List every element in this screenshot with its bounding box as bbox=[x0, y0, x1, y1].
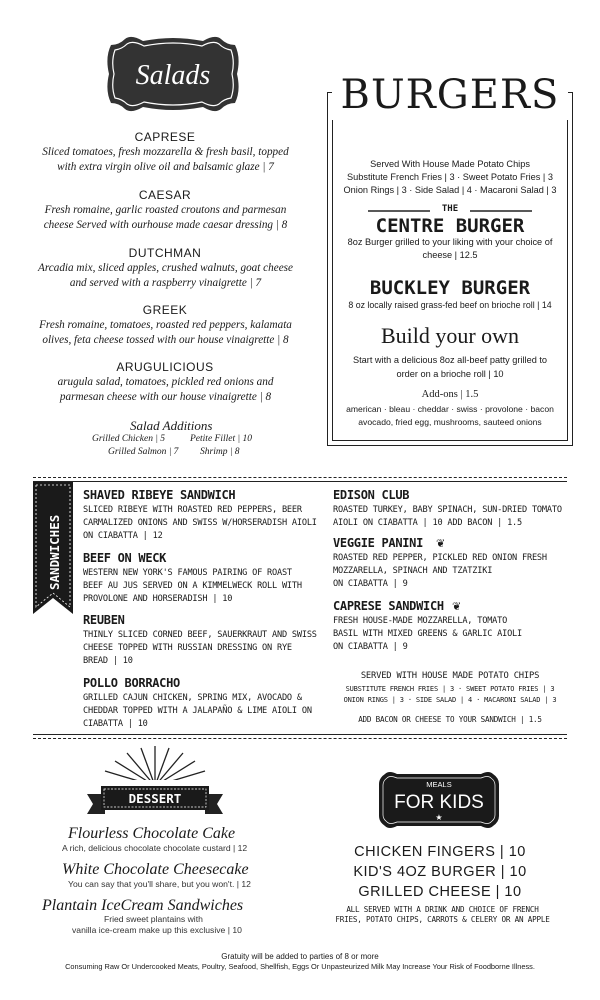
gratuity-note: Gratuity will be added to parties of 8 or more bbox=[221, 952, 379, 961]
divider bbox=[33, 477, 567, 478]
addons-title: Add-ons | 1.5 bbox=[421, 389, 479, 400]
divider bbox=[33, 738, 567, 739]
sandwich-served-note: SERVED WITH HOUSE MADE POTATO CHIPS bbox=[360, 671, 540, 681]
kids-item: KID'S 4OZ BURGER | 10 bbox=[353, 864, 527, 880]
dessert-desc: A rich, delicious chocolate chocolate custard | 12 bbox=[62, 843, 248, 853]
sandwich-desc: FRESH HOUSE-MADE MOZZARELLA, TOMATO bbox=[333, 616, 508, 626]
sandwich-desc: CHEDDAR TOPPED WITH A JALAPAÑO & LIME AIOLI ON bbox=[83, 706, 312, 716]
kids-note: ALL SERVED WITH A DRINK AND CHOICE OF FRENCH bbox=[346, 905, 539, 914]
dessert-desc: You can say that you'll share, but you won't. | 12 bbox=[68, 879, 251, 889]
salad-desc: with extra virgin olive oil and balsamic glaze | 7 bbox=[57, 161, 274, 173]
health-warning: Consuming Raw Or Undercooked Meats, Poultry, Seafood, Shellfish, Eggs Or Unpasteurized Milk May Increase Your Risk of Foodborne Illness. bbox=[65, 962, 535, 971]
divider bbox=[33, 734, 567, 735]
sandwiches-banner-label: SANDWICHES bbox=[47, 514, 62, 590]
salad-desc: Fresh romaine, tomatoes, roasted red peppers, kalamata bbox=[39, 319, 292, 331]
build-your-own-name: Build your own bbox=[380, 323, 520, 348]
sandwich-desc: PROVOLONE AND HORSERADISH | 10 bbox=[83, 594, 233, 604]
sandwiches-banner bbox=[33, 482, 73, 614]
kids-item: GRILLED CHEESE | 10 bbox=[358, 884, 522, 900]
salad-desc: cheese Served with ourhouse made caesar dressing | 8 bbox=[43, 219, 288, 231]
dessert-title: DESSERT bbox=[128, 791, 182, 806]
sandwich-name: REUBEN bbox=[83, 613, 125, 627]
sandwich-desc: BEEF AU JUS SERVED ON A KIMMELWECK ROLL WITH bbox=[83, 581, 302, 591]
sandwich-desc: ON CIABATTA | 9 bbox=[333, 642, 408, 652]
salad-desc: Arcadia mix, sliced apples, crushed walnuts, goat cheese bbox=[38, 262, 293, 274]
salad-desc: olives, feta cheese tossed with our house vinaigrette | 8 bbox=[42, 334, 289, 346]
sandwich-desc: ON CIABATTA | 9 bbox=[333, 579, 408, 589]
sandwich-desc: ON CIABATTA | 12 bbox=[83, 531, 163, 541]
salads-title: Salads bbox=[135, 60, 211, 91]
sandwich-desc: BASIL WITH MIXED GREENS & GARLIC AIOLI bbox=[333, 629, 523, 639]
salad-additions-title: Salad Additions bbox=[130, 418, 213, 433]
addition-item: Grilled Salmon | 7 bbox=[108, 447, 179, 457]
sandwich-desc: THINLY SLICED CORNED BEEF, SAUERKRAUT AND SWISS bbox=[83, 630, 317, 640]
addition-item: Shrimp | 8 bbox=[200, 447, 240, 457]
divider bbox=[33, 481, 567, 482]
star-icon: ★ bbox=[435, 813, 443, 822]
sandwich-desc: GRILLED CAJUN CHICKEN, SPRING MIX, AVOCADO & bbox=[83, 693, 302, 703]
centre-burger-desc: 8oz Burger grilled to your liking with your choice of bbox=[347, 237, 553, 247]
addition-item: Petite Fillet | 10 bbox=[190, 434, 252, 444]
leaf-icon: ❦ bbox=[452, 601, 462, 613]
build-your-own-desc: Start with a delicious 8oz all-beef patty grilled to bbox=[352, 355, 548, 365]
salad-desc: Fresh romaine, garlic roasted croutons and parmesan bbox=[44, 204, 287, 216]
addition-item: Grilled Chicken | 5 bbox=[92, 434, 166, 444]
dessert-desc: vanilla ice-cream make up this exclusive | 10 bbox=[72, 925, 242, 935]
sandwich-desc: BREAD | 10 bbox=[83, 656, 133, 666]
salad-name: ARUGULICIOUS bbox=[116, 360, 214, 374]
sandwich-desc: SLICED RIBEYE WITH ROASTED RED PEPPERS, BEER bbox=[83, 505, 302, 515]
buckley-burger-desc: 8 oz locally raised grass-fed beef on brioche roll | 14 bbox=[348, 300, 552, 310]
dessert-name: Plantain IceCream Sandwiches bbox=[42, 897, 244, 914]
sandwich-name: CAPRESE SANDWICH bbox=[333, 599, 444, 613]
kids-badge bbox=[375, 770, 503, 830]
sandwich-desc: CIABATTA | 10 bbox=[83, 719, 148, 729]
dessert-name: White Chocolate Cheesecake bbox=[62, 861, 249, 878]
dessert-badge bbox=[75, 742, 235, 824]
burger-substitutes: Substitute French Fries | 3 · Sweet Potato Fries | 3 bbox=[347, 172, 553, 182]
sandwich-desc: CARMALIZED ONIONS AND SWISS W/HORSERADISH AIOLI bbox=[83, 518, 317, 528]
addons-list: avocado, fried egg, mushrooms, sauteed onions bbox=[358, 417, 542, 427]
kids-title: FOR KIDS bbox=[394, 792, 484, 813]
burger-substitutes: Onion Rings | 3 · Side Salad | 4 · Macaroni Salad | 3 bbox=[343, 185, 557, 195]
centre-burger-desc: cheese | 12.5 bbox=[422, 250, 478, 260]
kids-meals-label: MEALS bbox=[426, 780, 452, 789]
sandwich-name: EDISON CLUB bbox=[333, 488, 410, 502]
sandwich-desc: ROASTED TURKEY, BABY SPINACH, SUN-DRIED TOMATO bbox=[333, 505, 562, 515]
sandwich-name: BEEF ON WECK bbox=[83, 551, 167, 565]
salad-desc: Sliced tomatoes, fresh mozzarella & fresh basil, topped bbox=[42, 146, 289, 158]
kids-note: FRIES, POTATO CHIPS, CARROTS & CELERY OR AN APPLE bbox=[335, 915, 550, 924]
salad-desc: parmesan cheese with our house vinaigrette | 8 bbox=[59, 391, 272, 403]
buckley-burger-name: BUCKLEY BURGER bbox=[369, 277, 531, 299]
salads-badge bbox=[103, 35, 243, 113]
salad-name: DUTCHMAN bbox=[128, 246, 202, 260]
dessert-desc: Fried sweet plantains with bbox=[104, 914, 203, 924]
sandwich-add-note: ADD BACON OR CHEESE TO YOUR SANDWICH | 1.5 bbox=[358, 715, 542, 724]
salad-desc: and served with a raspberry vinaigrette | 7 bbox=[69, 277, 262, 289]
sandwich-desc: CHEESE TOPPED WITH RUSSIAN DRESSING ON RYE bbox=[83, 643, 292, 653]
salad-name: CAESAR bbox=[138, 188, 192, 202]
sandwich-desc: MOZZARELLA, SPINACH AND TZATZIKI bbox=[333, 566, 493, 576]
sandwich-substitutes: SUBSTITUTE FRENCH FRIES | 3 · SWEET POTATO FRIES | 3 bbox=[345, 685, 555, 693]
leaf-icon: ❦ bbox=[436, 538, 446, 550]
burgers-title: BURGERS bbox=[332, 70, 568, 120]
burger-served-note: Served With House Made Potato Chips bbox=[370, 159, 530, 169]
sandwich-desc: WESTERN NEW YORK'S FAMOUS PAIRING OF ROAST bbox=[83, 568, 292, 578]
salad-desc: arugula salad, tomatoes, pickled red onions and bbox=[57, 376, 274, 388]
kids-item: CHICKEN FINGERS | 10 bbox=[354, 844, 526, 860]
sandwich-name: POLLO BORRACHO bbox=[83, 676, 180, 690]
centre-burger-name: CENTRE BURGER bbox=[375, 215, 525, 237]
sandwich-name: SHAVED RIBEYE SANDWICH bbox=[83, 488, 236, 502]
centre-burger-the: THE bbox=[441, 204, 459, 214]
dessert-name: Flourless Chocolate Cake bbox=[68, 825, 236, 842]
salad-name: GREEK bbox=[142, 303, 188, 317]
addons-list: american · bleau · cheddar · swiss · provolone · bacon bbox=[346, 404, 554, 414]
salad-name: CAPRESE bbox=[134, 130, 196, 144]
sandwich-desc: AIOLI ON CIABATTA | 10 ADD BACON | 1.5 bbox=[333, 518, 523, 528]
sandwich-desc: ROASTED RED PEPPER, PICKLED RED ONION FRESH bbox=[333, 553, 547, 563]
build-your-own-desc: order on a brioche roll | 10 bbox=[396, 369, 504, 379]
sandwich-name: VEGGIE PANINI bbox=[333, 536, 424, 550]
sandwich-substitutes: ONION RINGS | 3 · SIDE SALAD | 4 · MACARONI SALAD | 3 bbox=[343, 696, 557, 704]
